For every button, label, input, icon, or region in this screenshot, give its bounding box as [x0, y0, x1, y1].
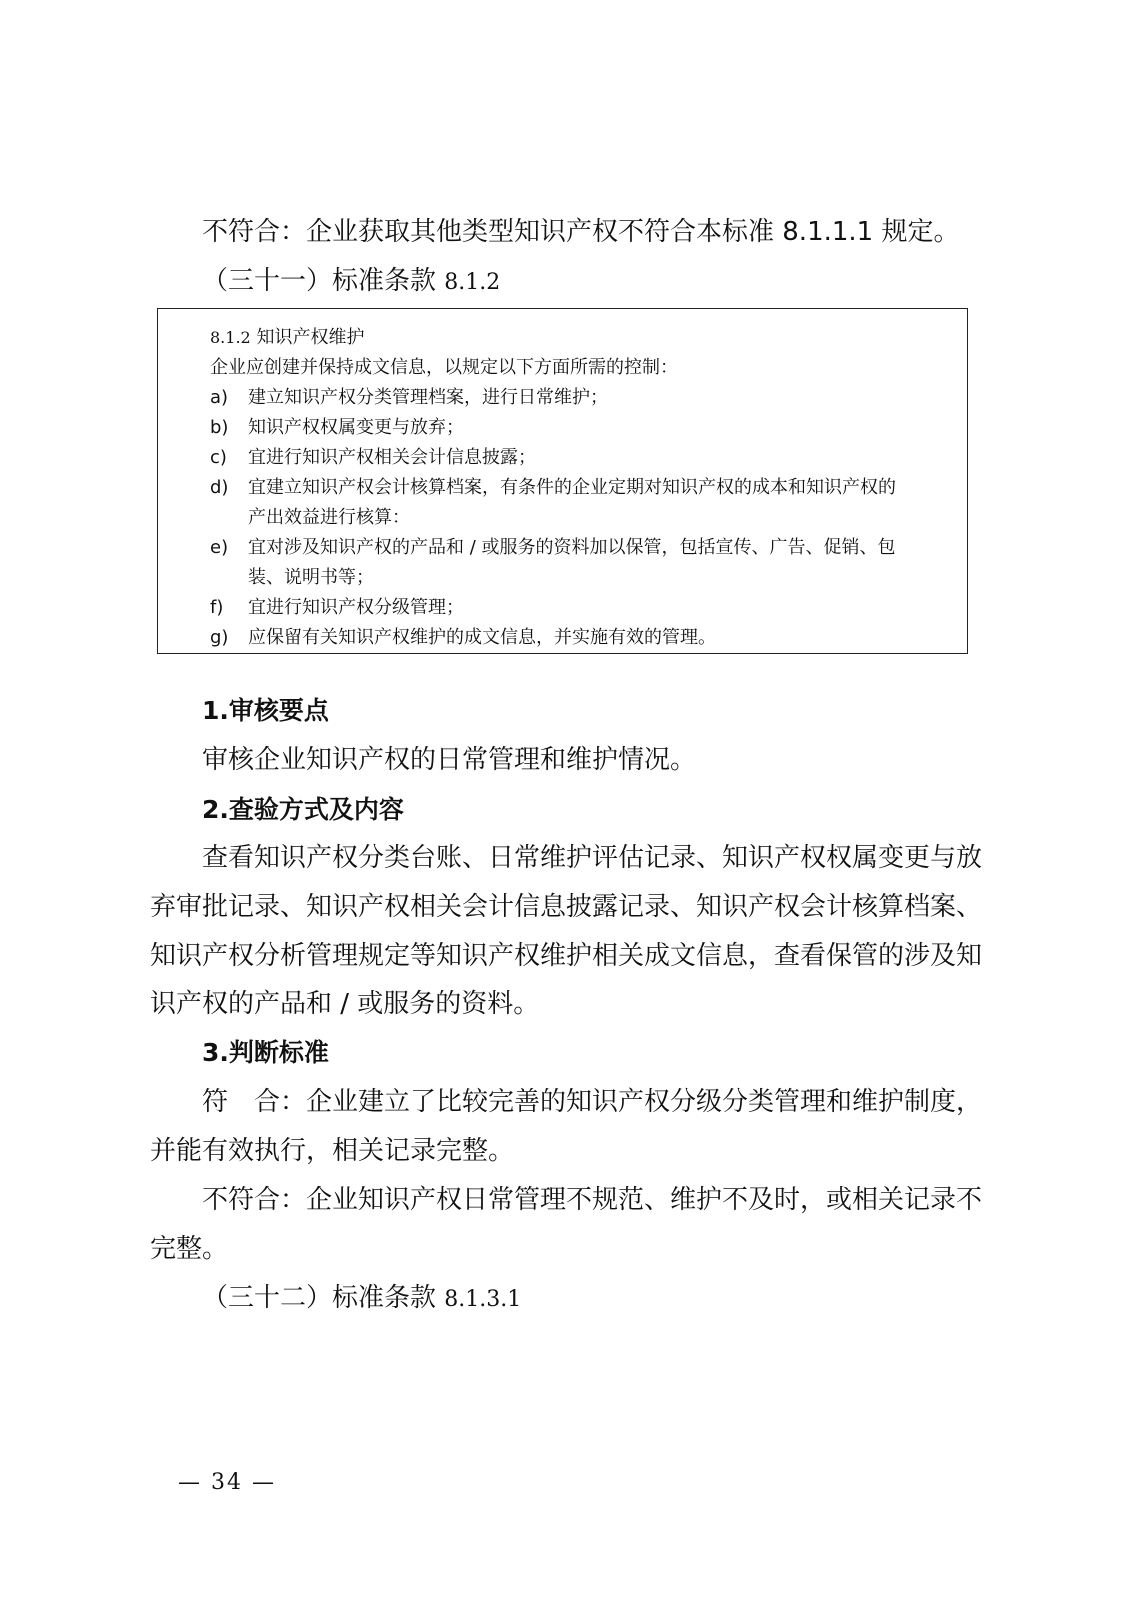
box-item-e [210, 533, 896, 559]
clause-31-heading [202, 260, 500, 297]
box-item-label: e) [210, 537, 229, 558]
section-2-line-2: 弃审批记录、知识产权相关会计信息披露记录、知识产权会计核算档案、 [150, 892, 983, 922]
section-2-heading: 2.查验方式及内容 [202, 795, 404, 824]
box-item-text: 宜对涉及知识产权的产品和 / 或服务的资料加以保管，包括宣传、广告、促销、包 [248, 537, 896, 558]
box-item-label: d) [210, 477, 229, 498]
top-line: 不符合：企业获取其他类型知识产权不符合本标准 8.1.1.1 规定。 [202, 217, 960, 247]
box-item-label: a) [210, 387, 229, 408]
box-item-g [210, 623, 716, 649]
box-item-text: 宜进行知识产权分级管理； [248, 597, 464, 618]
clause-32-prefix: （三十二）标准条款 [202, 1283, 437, 1313]
nonconform-line-1: 不符合：企业知识产权日常管理不规范、维护不及时，或相关记录不 [202, 1185, 983, 1215]
box-intro: 企业应创建并保持成文信息，以规定以下方面所需的控制： [210, 357, 678, 378]
box-title-text: 知识产权维护 [256, 327, 365, 348]
section-2-line-1: 查看知识产权分类台账、日常维护评估记录、知识产权权属变更与放 [202, 843, 983, 873]
section-2-line-4: 识产权的产品和 / 或服务的资料。 [150, 989, 540, 1019]
box-item-label: b) [210, 417, 229, 438]
standard-text-box [157, 308, 968, 654]
box-item-label: c) [210, 447, 227, 468]
box-item-text: 知识产权权属变更与放弃； [248, 417, 464, 438]
clause-32-heading [202, 1277, 521, 1314]
box-title-number: 8.1.2 [210, 328, 251, 347]
box-item-text: 应保留有关知识产权维护的成文信息，并实施有效的管理。 [248, 627, 716, 648]
conform-line-2: 并能有效执行，相关记录完整。 [150, 1136, 515, 1166]
box-item-label: g) [210, 627, 229, 648]
box-item-text: 建立知识产权分类管理档案，进行日常维护； [248, 387, 608, 408]
box-item-d-continuation: 产出效益进行核算： [248, 507, 410, 528]
section-1-heading: 1.审核要点 [202, 696, 329, 725]
section-1-body: 审核企业知识产权的日常管理和维护情况。 [202, 745, 697, 775]
clause-31-number: 8.1.2 [444, 270, 501, 295]
box-item-d [210, 473, 896, 499]
box-item-e-continuation: 装、说明书等； [248, 567, 374, 588]
box-item-label: f) [210, 597, 224, 618]
nonconform-line-2: 完整。 [150, 1234, 229, 1264]
section-3-heading: 3.判断标准 [202, 1038, 329, 1067]
box-item-b [210, 413, 464, 439]
box-item-f [210, 593, 464, 619]
conform-line-1: 符 合：企业建立了比较完善的知识产权分级分类管理和维护制度， [202, 1087, 983, 1117]
box-item-text: 宜建立知识产权会计核算档案，有条件的企业定期对知识产权的成本和知识产权的 [248, 477, 896, 498]
page-number: — 34 — [178, 1470, 276, 1495]
box-item-c [210, 443, 536, 469]
clause-31-prefix: （三十一）标准条款 [202, 266, 437, 296]
section-2-line-3: 知识产权分析管理规定等知识产权维护相关成文信息，查看保管的涉及知 [150, 941, 983, 971]
box-item-text: 宜进行知识产权相关会计信息披露； [248, 447, 536, 468]
box-title [210, 323, 364, 349]
box-item-a [210, 383, 608, 409]
clause-32-number: 8.1.3.1 [444, 1287, 522, 1312]
